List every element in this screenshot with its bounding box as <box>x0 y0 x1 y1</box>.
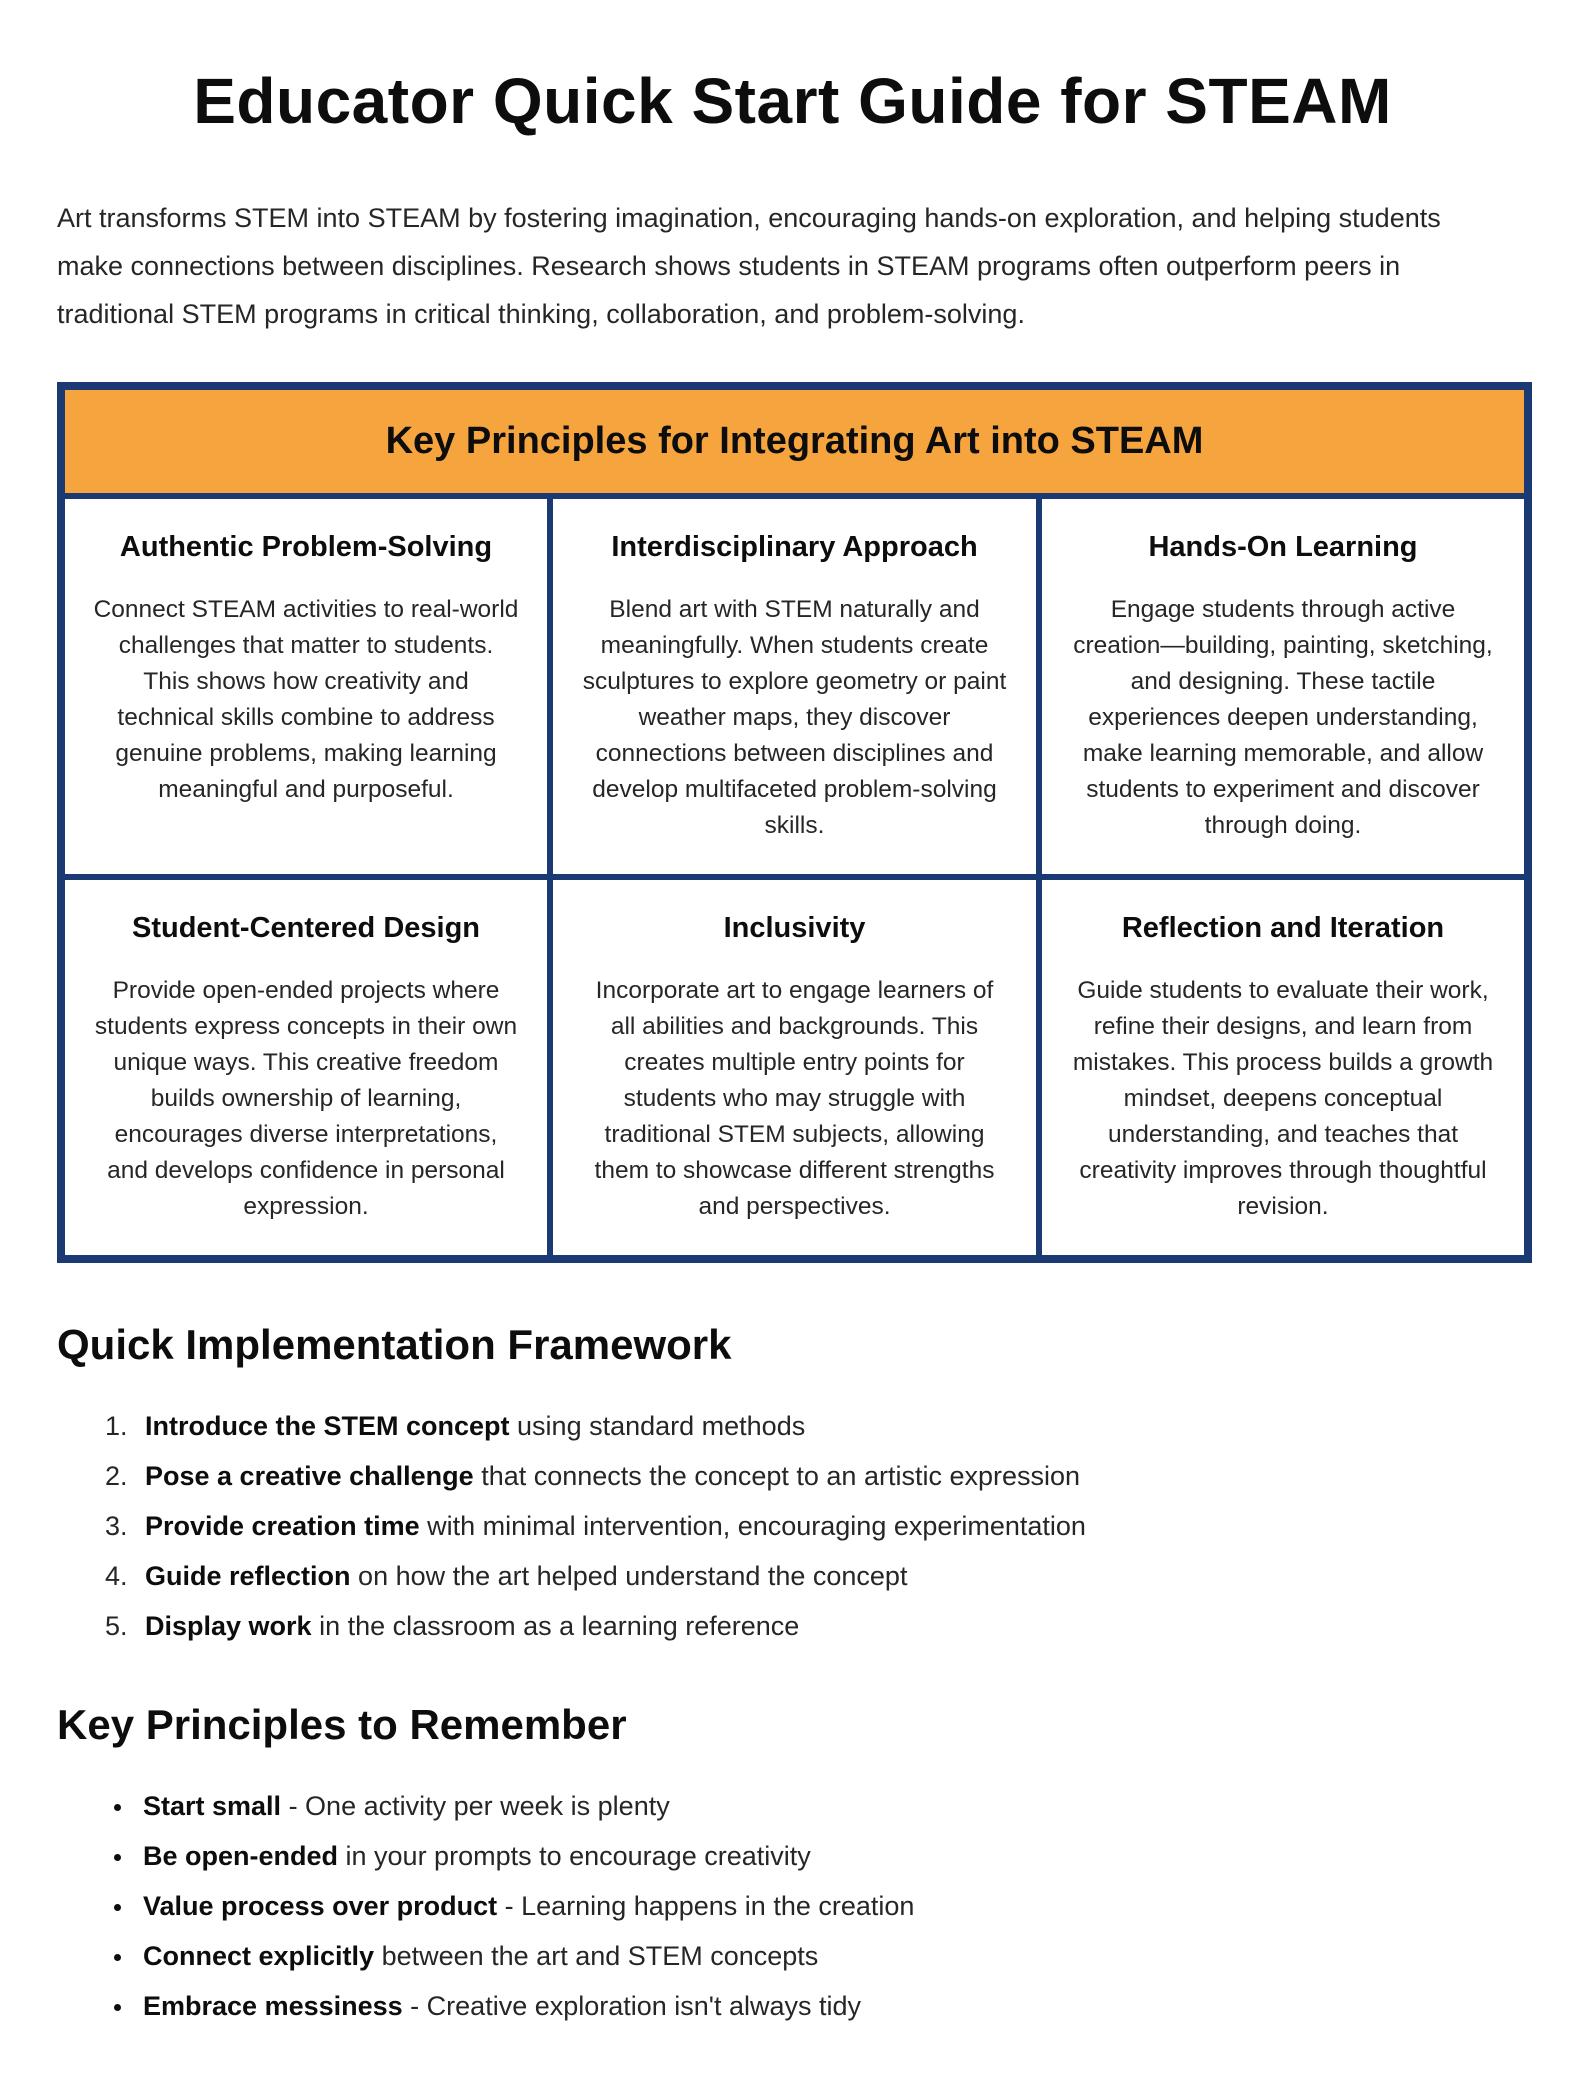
remember-point <box>135 1889 1528 1923</box>
cell-body: Connect STEAM activities to real-world challenges that matter to students. This shows how creativity and technical skills combine to address genuine problems, making learning meaningful and purposeful. <box>93 596 519 803</box>
cell-body: Blend art with STEM naturally and meaningfully. When students create sculptures to explore geometry or paint weather maps, they discover connections between disciplines and develop multifaceted problem-solving skills. <box>582 596 1007 839</box>
remember-heading: Key Principles to Remember <box>57 1701 627 1748</box>
cell-title: Student-Centered Design <box>131 912 481 944</box>
remember-point <box>135 1839 1528 1873</box>
point-rest: between the art and STEM concepts <box>374 1941 819 1971</box>
remember-points-list <box>57 1789 1528 2023</box>
point-lead: Start small <box>143 1791 282 1821</box>
framework-step <box>135 1609 1528 1643</box>
cell-body: Guide students to evaluate their work, refine their designs, and learn from mistakes. This process builds a growth mindset, deepens conceptual understanding, and teaches that creativity improves through thoughtful revision. <box>1072 977 1494 1220</box>
cell-title: Authentic Problem-Solving <box>119 531 493 563</box>
point-rest: - One activity per week is plenty <box>281 1791 670 1821</box>
step-rest: in the classroom as a learning reference <box>311 1611 800 1641</box>
framework-step <box>135 1459 1528 1493</box>
framework-steps-list <box>57 1409 1528 1643</box>
step-lead: Introduce the STEM concept <box>145 1411 510 1441</box>
table-row <box>61 877 1528 1259</box>
key-principles-table <box>57 382 1532 1263</box>
cell-body: Engage students through active creation—building, painting, sketching, and designing. These tactile experiences deepen understanding, make learning memorable, and allow students to experiment and discover through doing. <box>1073 596 1493 839</box>
cell-body: Provide open-ended projects where students express concepts in their own unique ways. This creative freedom builds ownership of learning, encourages diverse interpretations, and develops confidence in personal expression. <box>94 977 518 1220</box>
framework-step <box>135 1409 1528 1443</box>
point-lead: Connect explicitly <box>143 1941 375 1971</box>
point-rest: - Creative exploration isn't always tidy <box>402 1991 862 2021</box>
point-rest: - Learning happens in the creation <box>497 1891 915 1921</box>
step-rest: using standard methods <box>509 1411 806 1441</box>
framework-heading: Quick Implementation Framework <box>57 1321 732 1368</box>
remember-point <box>135 1789 1528 1823</box>
point-lead: Value process over product <box>143 1891 498 1921</box>
step-lead: Pose a creative challenge <box>145 1461 474 1491</box>
intro-paragraph: Art transforms STEM into STEAM by fostering imagination, encouraging hands-on exploration, and helping students make connections between disciplines. Research shows students in STEAM programs often outperform peers in traditional STEM programs in critical thinking, collaboration, and problem-solving. <box>57 203 1441 329</box>
framework-step <box>135 1509 1528 1543</box>
step-lead: Display work <box>145 1611 312 1641</box>
point-lead: Be open-ended <box>143 1841 339 1871</box>
step-rest: that connects the concept to an artistic expression <box>473 1461 1081 1491</box>
step-rest: with minimal intervention, encouraging experimentation <box>419 1511 1086 1541</box>
table-row <box>61 496 1528 877</box>
table-cell-hands-on-learning <box>1039 496 1528 877</box>
step-lead: Provide creation time <box>145 1511 420 1541</box>
table-cell-interdisciplinary-approach <box>550 496 1039 877</box>
table-cell-reflection-and-iteration <box>1039 877 1528 1259</box>
page-title: Educator Quick Start Guide for STEAM <box>193 65 1392 137</box>
framework-step <box>135 1559 1528 1593</box>
cell-title: Interdisciplinary Approach <box>611 531 978 563</box>
remember-point <box>135 1989 1528 2023</box>
cell-title: Reflection and Iteration <box>1121 912 1445 944</box>
table-cell-authentic-problem-solving <box>61 496 550 877</box>
table-cell-inclusivity <box>550 877 1039 1259</box>
remember-point <box>135 1939 1528 1973</box>
point-lead: Embrace messiness <box>143 1991 403 2021</box>
cell-title: Inclusivity <box>723 912 866 944</box>
table-cell-student-centered-design <box>61 877 550 1259</box>
step-lead: Guide reflection <box>145 1561 351 1591</box>
cell-body: Incorporate art to engage learners of all abilities and backgrounds. This creates multiple entry points for students who may struggle with traditional STEM subjects, allowing them to showcase different strengths and perspectives. <box>594 977 995 1220</box>
point-rest: in your prompts to encourage creativity <box>338 1841 811 1871</box>
step-rest: on how the art helped understand the concept <box>350 1561 908 1591</box>
cell-title: Hands-On Learning <box>1148 531 1418 563</box>
table-header-banner: Key Principles for Integrating Art into STEAM <box>61 386 1528 496</box>
